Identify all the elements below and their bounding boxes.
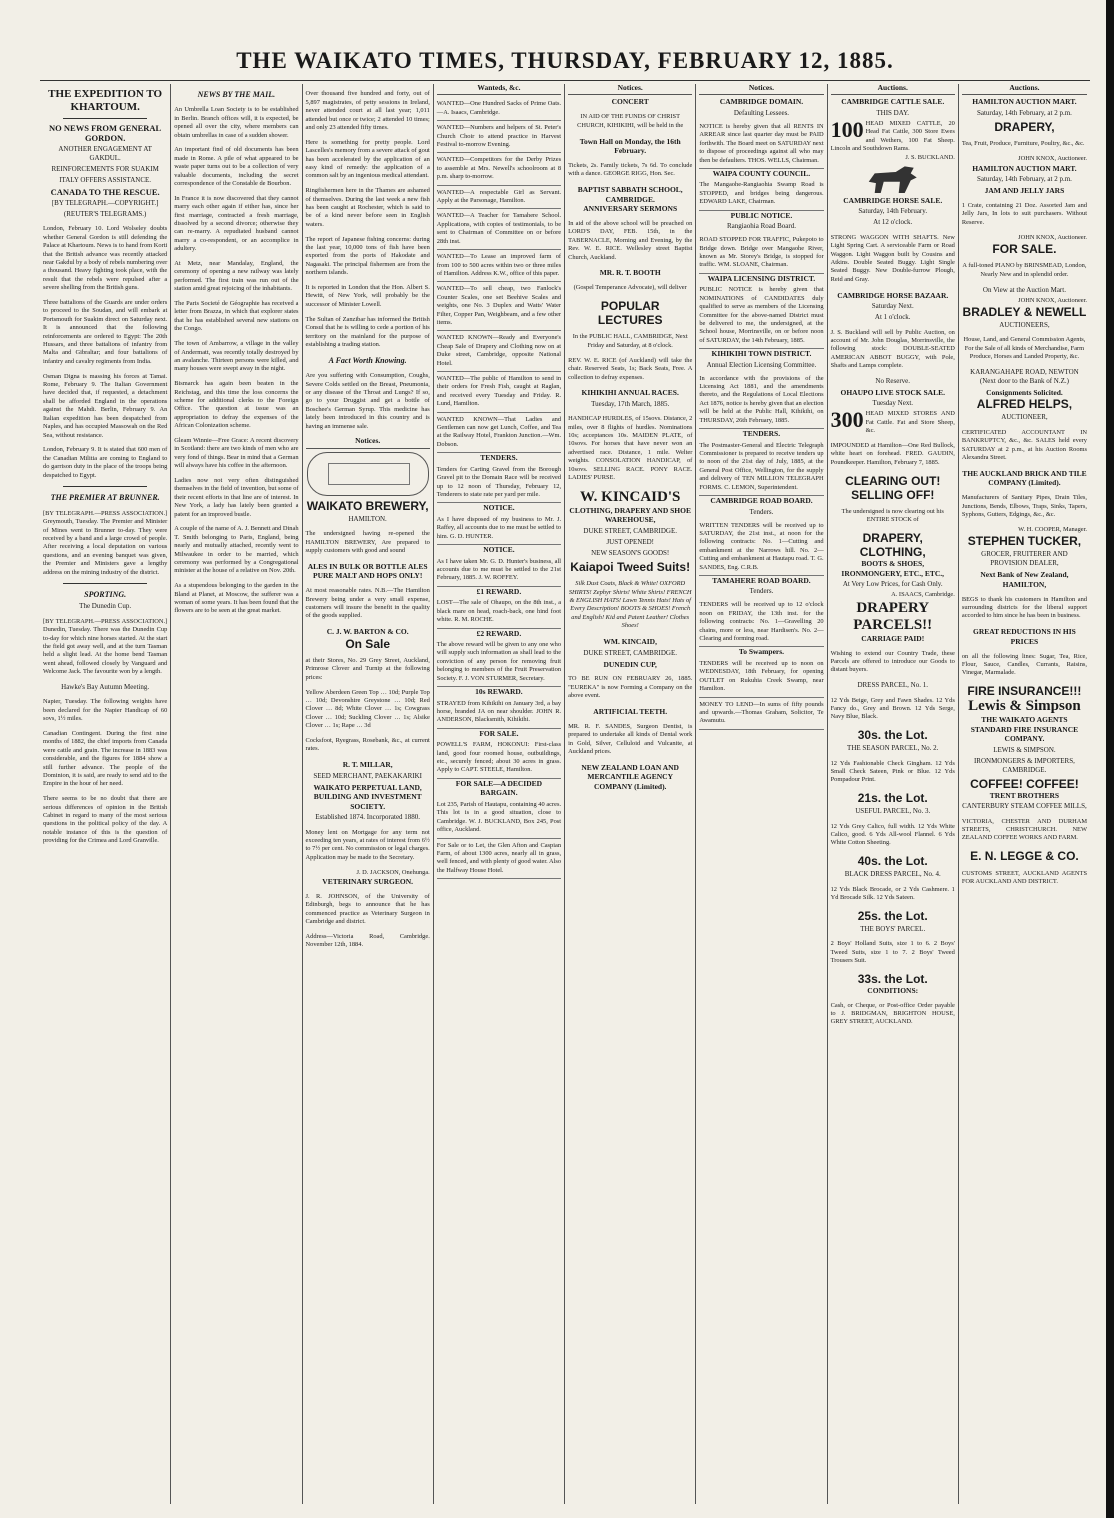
ad-text: The undersigned is now clearing out his ENTIRE STOCK of: [841, 508, 944, 524]
brick-title: THE AUCKLAND BRICK AND TILE COMPANY (Limited).: [962, 468, 1087, 488]
article-paragraph: Are you suffering with Consumption, Coughs, Severe Colds settled on the Breast, Pneumonia, or any disease of the Throat and Lungs? If so, go to your Druggist and get a bottle of Boschee's German Syrup. This medicine has lately been introduced in this country and is having an immense sale.: [305, 372, 430, 430]
ad-text: The undersigned having re-opened the HAMILTON BREWERY, Are prepared to supply customers with good and sound: [305, 530, 430, 554]
ad-text: Tea, Fruit, Produce, Furniture, Poultry, &c., &c.: [961, 140, 1085, 148]
column-6: [696, 84, 827, 1504]
barton-title: C. J. W. BARTON & CO.: [326, 627, 409, 637]
brewery-bottle-illustration: [307, 452, 429, 496]
ohaupo-date: Tuesday Next.: [872, 399, 914, 408]
article-paragraph: The Paris Societé de Géographie has received a letter from Brazza, in which that explorer states that he has established several new stations on the Congo.: [174, 300, 299, 333]
kincaid-items: Silk Dust Coats, Black & White! OXFORD SHIRTS! Zephyr Shirts! White Shirts! FRENCH & ENGLISH HATS! Lawn Tennis Hats! Hats of Every Description! BOOTS & SHOES! French and English! Kid and Patent Leather! Clothes Shoes!: [568, 580, 692, 630]
reward-title: 10s REWARD.: [475, 687, 523, 697]
reward-title: £2 REWARD.: [476, 628, 522, 638]
ad-signature: W. H. COOPER, Manager.: [1018, 525, 1087, 533]
reward-ad: STRAYED from Kihikihi on January 3rd, a bay horse, branded JA on near shoulder. JOHN R. ANDERSON, Blacksmith, Kihikihi.: [437, 697, 561, 729]
ad-text: IN AID OF THE FUNDS OF CHRIST CHURCH, KIHIKIHI, will be held in the: [577, 113, 684, 129]
kihikihi-sub: Annual Election Licensing Committee.: [706, 360, 817, 369]
pure-malt: PURE MALT AND HOPS ONLY!: [313, 571, 423, 581]
anniversary-title: ANNIVERSARY SERMONS: [583, 204, 678, 214]
notices-header: Notices.: [568, 84, 692, 95]
article-paragraph: A couple of the name of A. J. Bennett and Dinah T. Smith belonging to Paris, England, being nearly and mutually attached, recently went to Milwaukee in order to be married, which ceremony was performed by a Congregational minister at the house of a relative on Nov. 20th.: [174, 525, 299, 575]
waipa-title: WAIPA COUNTY COUNCIL.: [712, 168, 811, 178]
ad-signature: JOHN KNOX, Auctioneer.: [1018, 296, 1087, 304]
ad-text: Cash, or Cheque, or Post-office Order payable to J. BRIDGMAN, BRIGHTON HOUSE, GREY STREET, AUCKLAND.: [830, 1001, 955, 1026]
fire-insurance: FIRE INSURANCE!!!: [967, 684, 1082, 699]
divider: [63, 583, 147, 584]
tenders-sub: Tenders.: [749, 507, 774, 516]
parcel-title: DRESS PARCEL, No. 1.: [857, 681, 928, 690]
ad-text: MR. R. F. SANDES, Surgeon Dentist, is prepared to undertake all kinds of Dental work in Gold, Silver, Celluloid and Vulcanite, at Auckland prices.: [568, 722, 693, 756]
ad-text: J. R. JOHNSON, of the University of Edinburgh, begs to announce that he has commenced practice as Veterinary Surgeon in Cambridge and district.: [305, 892, 430, 926]
boots-shoes: BOOTS & SHOES,: [861, 559, 925, 569]
teeth-title: ARTIFICIAL TEETH.: [593, 707, 668, 717]
cup-title: DUNEDIN CUP,: [603, 659, 657, 669]
article-paragraph: Ladies now not very often distinguished themselves in the field of invention, but some of their recent efforts in that line are of interest. In New York, a lady has lately been granted a patent for an improved bustle.: [174, 476, 299, 518]
ad-text: at their Stores, No. 29 Grey Street, Auckland, Primrose Clover and Turnip at the following prices:: [305, 657, 430, 681]
article-paragraph: Napier, Tuesday. The following weights have been declared for the Napier Handicap of 60 sovs, 1½ miles.: [43, 698, 168, 723]
parcel-title: USEFUL PARCEL, No. 3.: [855, 807, 931, 816]
article-paragraph: Canadian Contingent. During the first nine months of 1882, the chief imports from Canada were cattle and grain. The increase in 1883 was considerable, and the figures for 1884 show a still further advance. The people of the Dominion, it is said, are ready to send aid to the Empire in the hour of her need.: [43, 729, 168, 788]
reward-ad: LOST—The sale of Ohaupo, on the 8th inst., a black mare on head, roach-back, one hind foot white. R. M. ROCHE.: [437, 596, 561, 628]
notices-header: Notices.: [699, 84, 823, 95]
ad-text: REV. W. E. RICE (of Auckland) will take the chair. Reserved Seats, 1s; Back Seats, Free. A collection to defray expenses.: [568, 356, 693, 381]
ad-text: Money lent on Mortgage for any term not exceeding ten years, at rates of interest from 6½ to 7½ per cent. No commission or legal charges. Application may be made to the Secretary.: [305, 828, 430, 861]
ad-text: In aid of the above school will be preached on LORD'S DAY, FEB. 15th, in the TABERNACLE, Morning and Evening, by the Rev. W. E. RICE. Wellesley street Baptist Church, Auckland.: [568, 219, 693, 261]
standard-insurance: STANDARD FIRE INSURANCE COMPANY.: [970, 724, 1079, 744]
parcel-price: 30s. the Lot.: [857, 728, 928, 743]
article-paragraph: The town of Ambarrow, a village in the valley of Andermatt, was recently totally destroyed by an avalanche. Thirteen persons were killed, and many houses were swept away in the night.: [174, 340, 299, 373]
parcel-title: BLACK DRESS PARCEL, No. 4.: [844, 870, 941, 879]
notices-header: Notices.: [306, 437, 430, 448]
baptist-title: BAPTIST SABBATH SCHOOL, CAMBRIDGE.: [577, 185, 683, 204]
mart-date: Saturday, 14th February, at 2 p.m.: [976, 108, 1072, 117]
notice-ad: The Mangaohe-Rangiaohia Swamp Road is STOPPED, and bridges being dangerous. EDWARD LAKE, Chairman.: [699, 178, 823, 210]
subhead: ITALY OFFERS ASSISTANCE.: [59, 176, 152, 184]
article-paragraph: Bismarck has again been beaten in the Reichstag, and this time the loss concerns the scheme for additional clerks to the Foreign Office. The question at issue was an appropriation to defray the expenses of the African Colonization scheme.: [174, 380, 299, 430]
lectures-title: POPULAR LECTURES: [597, 299, 663, 328]
notice-title: NOTICE.: [483, 545, 515, 555]
lewis-simpson: Lewis & Simpson: [968, 698, 1081, 715]
columns: [40, 84, 1090, 1504]
parcel-items: 12 Yds Grey Calico, full width. 12 Yds White Calico, good. 6 Yds All-wool Flannel. 6 Yds White Cotton Sheeting.: [830, 822, 955, 847]
column-2: [171, 84, 302, 1504]
brewery-place: HAMILTON.: [348, 514, 387, 523]
selling-off: SELLING OFF!: [851, 487, 935, 502]
kincaid-place: DUKE STREET, CAMBRIDGE.: [583, 648, 677, 657]
subhead: CANADA TO THE RESCUE.: [50, 187, 160, 197]
article-paragraph: The report of Japanese fishing concerns: during the last year, 10,000 tons of fish have been exported from the ports of Hakodate and Nagasaki. The principal fishermen are from the northern islands.: [305, 235, 430, 277]
money-ad: MONEY TO LEND—In sums of fifty pounds and upwards.—Thomas Graham, Solicitor, Te Awamutu.: [699, 698, 823, 730]
bazaar-time: At 1 o'clock.: [874, 313, 911, 322]
article-paragraph: Here is something for pretty people. Lord Lascelles's memory from a severe attack of gout has been accelerated by the application of an easy kind of remedy: the application of a common salt by an ingenious medical attendant.: [305, 138, 430, 180]
kihikihi-town-title: KIHIKIHI TOWN DISTRICT.: [711, 349, 812, 359]
parcel-items: 12 Yds Beige, Grey and Fawn Shades. 12 Yds Fancy do., Grey and Brown. 12 Yds Serge, Navy Blue, Black.: [830, 696, 955, 721]
headline-expedition: THE EXPEDITION TO KHARTOUM.: [48, 88, 163, 113]
trent-sub: CANTERBURY STEAM COFFEE MILLS,: [962, 802, 1087, 811]
ad-text: At most reasonable rates. N.B.—The Hamilton Brewery being under a very small expense, customers will insure the benefit in the quality of the goods supplied.: [305, 587, 430, 620]
tenders-ad: Tenders for Carting Gravel from the Borough Gravel pit to the Domain Race will be received up to 12 noon of Thursday, February 12, Tenderers to state rate per yard per mile.: [437, 463, 561, 504]
kincaid-address: DUKE STREET, CAMBRIDGE.: [583, 526, 677, 535]
drapery-title: DRAPERY,: [994, 119, 1055, 134]
ironmongers: IRONMONGERS & IMPORTERS, CAMBRIDGE.: [973, 756, 1075, 774]
millar-sub: SEED MERCHANT, PAEKAKARIKI: [313, 771, 423, 780]
cattle-sale-title: CAMBRIDGE CATTLE SALE.: [841, 97, 945, 107]
cattle-count: 100: [830, 116, 864, 142]
on-sale: On Sale: [345, 636, 390, 651]
ad-signature: JOHN KNOX, Auctioneer.: [1018, 155, 1087, 163]
article-paragraph: An important find of old documents has been made in Rome. A pile of what appeared to be waste paper turns out to be a collection of very valuable documents, including the secret correspondence of the Constable de Bourbon.: [174, 146, 299, 188]
notice-title: NOTICE.: [483, 503, 515, 513]
article-paragraph: Gleam Winnie—Free Grace: A recent discovery in Scotland: there are two kinds of men who are very fond of things. Bear in mind that a German will always have his coffee in the afternoon.: [174, 436, 299, 470]
clearing-out: CLEARING OUT!: [845, 473, 941, 488]
drapery-parcels: DRAPERY PARCELS!!: [853, 599, 933, 633]
for-sale-ad: Lot 235, Parish of Hautapu, containing 40 acres. This lot is in a good situation, close to Cambridge. W. J. BUCKLAND, Box 245, Post office, Auckland.: [437, 798, 561, 839]
bradley-title: BRADLEY & NEWELL: [962, 304, 1087, 319]
wanted-ad: WANTED—Competitors for the Derby Prizes to assemble at Mrs. Newell's schoolroom at 8 p.m. sharp to-morrow.: [437, 153, 561, 185]
auctions-header: Auctions.: [831, 84, 955, 95]
parcel-items: 12 Yds Fashionable Check Gingham. 12 Yds Small Check Sateen, Pink or Blue. 12 Yds Pompadour Print.: [830, 759, 955, 784]
conditions-title: CONDITIONS:: [867, 985, 919, 995]
notice-ad: PUBLIC NOTICE is hereby given that NOMINATIONS of CANDIDATES duly qualified to serve as members of the Licensing Committee for the above-named District must be delivered to me, the undersigned, at the School house, Morrinsville, on or before noon of SATURDAY, the 14th February, 1885.: [699, 283, 823, 349]
low-prices: At Very Low Prices, for Cash Only.: [842, 580, 943, 589]
swampers-title: To Swampers.: [738, 647, 785, 657]
helps-title: ALFRED HELPS,: [976, 397, 1073, 412]
domain-title: CAMBRIDGE DOMAIN.: [719, 97, 804, 107]
bradley-sub: AUCTIONEERS,: [999, 320, 1050, 329]
wanted-ad: WANTED—One Hundred Sacks of Prime Oats.—A. Isaacs, Cambridge.: [437, 97, 561, 121]
article-paragraph: Three battalions of the Guards are under orders to proceed to the Soudan, and will embark at Portsmouth for Suakim direct on Saturday next. It is announced that the following reinforcements are ordered to Egypt: The 20th Hussars, and three battalions of infantry from Malta and Gibraltar; and four battalions of infantry and cavalry regiments from India.: [43, 299, 168, 365]
ad-text: In the PUBLIC HALL, CAMBRIDGE, Next Friday and Saturday, at 8 o'clock.: [572, 333, 688, 349]
coffee-title: COFFEE! COFFEE!: [970, 776, 1079, 791]
karanga-address: KARANGAHAPE ROAD, NEWTON (Next door to the Bank of N.Z.): [970, 367, 1079, 385]
consignments: Consignments Solicited.: [986, 387, 1063, 397]
tucker-title: STEPHEN TUCKER,: [967, 534, 1082, 549]
parcel-items: 2 Boys' Holland Suits, size 1 to 6. 2 Boys' Tweed Suits, size 1 to 7. 2 Boys' Tweed Trousers Suit.: [830, 940, 955, 964]
bank-address: Next Bank of New Zealand, HAMILTON,: [980, 570, 1069, 589]
ad-text: HANDICAP HURDLES, of 15sovs. Distance, 2 miles, over 8 flights of hurdles. Nominations 10s; acceptances 10s. MAIDEN PLATE, of 10sovs. For horses that have never won an advertised race. Distance, 1 mile. Welter weights. CONSOLATION HANDICAP, of 10sovs. SELLING RACE. PONY RACE. LADIES' PURSE.: [568, 415, 693, 482]
notice-ad: As I have taken Mr. G. D. Hunter's business, all accounts due to me must be settled to the 21st February, 1885. J. W. ROFFEY.: [437, 555, 561, 587]
article-paragraph: An Umbrella Loan Society is to be established in Berlin. Branch offices will, it is expected, be opened all over the city, where members can obtain umbrellas in case of a sudden shower.: [174, 106, 299, 139]
ad-text: Manufacturers of Sanitary Pipes, Drain Tiles, Junctions, Bends, Elbows, Traps, Sinks, Tapers, Syphons, Gutters, Edgings, &c., &c.: [961, 494, 1087, 519]
carriage-paid: CARRIAGE PAID!: [861, 633, 925, 643]
wanted-ad: WANTED—To sell cheap, two Fanlock's Counter Scales, one set Beehive Scales and weights, one No. 3 Duplex and Watts' Water Filter, Copper Pan, Weighbeam, and a few other items.: [437, 282, 561, 331]
subhead: NO NEWS FROM GENERAL GORDON.: [49, 123, 162, 143]
piano-view: On View at the Auction Mart.: [982, 285, 1066, 294]
mart-title: HAMILTON AUCTION MART.: [972, 97, 1077, 107]
ad-signature: A. ISAACS, Cambridge.: [891, 591, 955, 599]
parcel-items: 12 Yds Black Brocade, or 2 Yds Cashmere. 1 Yd Brocade Silk. 12 Yds Sateen.: [830, 885, 955, 901]
wanted-ad: WANTED—The public of Hamilton to send in their orders for Fresh Fish, caught at Raglan, and received every Tuesday and Friday. R. Lund, Hamilton.: [437, 372, 561, 413]
ales-line: ALES IN BULK OR BOTTLE ALES: [307, 561, 428, 571]
masthead: THE WAIKATO TIMES, THURSDAY, FEBRUARY 12, 1885.: [236, 48, 894, 73]
tenders-title: TENDERS.: [480, 453, 518, 463]
subhead: ANOTHER ENGAGEMENT AT GAKDUL.: [58, 145, 152, 162]
ad-text: VICTORIA, CHESTER AND DURHAM STREETS, CHRISTCHURCH. NEW ZEALAND COFFEE WORKS AND FARM.: [961, 817, 1087, 842]
tamahere-sub: Tenders.: [749, 587, 774, 596]
just-opened: JUST OPENED!: [606, 537, 654, 546]
cattle-day: THIS DAY.: [876, 108, 910, 117]
page-edge-shadow: [1106, 0, 1114, 1518]
ad-signature: J. S. BUCKLAND.: [905, 153, 955, 161]
column-5: [565, 84, 696, 1504]
grocer: GROCER, FRUITERER AND PROVISION DEALER,: [981, 550, 1068, 568]
public-notice-sub: Rangiaohia Road Board.: [726, 222, 796, 231]
concert-place: Town Hall on Monday, the 16th February.: [579, 136, 681, 155]
millar-title: R. T. MILLAR,: [342, 760, 393, 770]
column-7: [828, 84, 959, 1504]
for-sale-title: FOR SALE.: [992, 241, 1057, 256]
ad-text: HEAD MIXED STORES AND Fat Cattle. Fat and Store Sheep, &c.: [865, 410, 955, 435]
ad-text: (Gospel Temperance Advocate), will deliver: [573, 284, 687, 292]
ad-text: Cocksfoot, Ryegrass, Rosebank, &c., at current rates.: [305, 737, 430, 753]
society-established: Established 1874. Incorporated 1880.: [315, 813, 421, 822]
column-3: [303, 84, 434, 1504]
for-sale-title: FOR SALE.: [479, 728, 519, 738]
mart-title: HAMILTON AUCTION MART.: [972, 163, 1077, 173]
kaiapoi-title: Kaiapoi Tweed Suits!: [570, 559, 691, 574]
wanted-ad: WANTED KNOWN—Ready and Everyone's Cheap Sale of Drapery and Clothing now on at Duke street, Cambridge, opposite National Hotel.: [437, 331, 561, 372]
parcel-title: THE SEASON PARCEL, No. 2.: [847, 744, 939, 753]
trent-title: TRENT BROTHERS: [989, 790, 1060, 800]
kincaid-title: W. KINCAID'S: [580, 488, 681, 505]
ohaupo-count: 300: [830, 407, 864, 433]
races-date: Tuesday, 17th March, 1885.: [591, 399, 670, 408]
article-paragraph: [BY TELEGRAPH.—PRESS ASSOCIATION.] Greymouth, Tuesday. The Premier and Minister of Mines went to Brunner to-day. They were received by a band and a large crowd of people. After receiving a local deputation on various questions, and an evening banquet was given, the Premier and Ministers gave a lengthy address on the mining industry of the district.: [43, 509, 168, 576]
column-1: [40, 84, 171, 1504]
no-reserve: No Reserve.: [875, 376, 911, 385]
notice-ad: As I have disposed of my business to Mr. J. Raffey, all accounts due to me must be settled to him. G. D. HUNTER.: [437, 513, 561, 545]
ad-text: Address—Victoria Road, Cambridge. November 12th, 1884.: [305, 932, 430, 949]
nz-loan-title: NEW ZEALAND LOAN AND MERCANTILE AGENCY COMPANY (Limited).: [581, 762, 679, 791]
domain-sub: Defaulting Lessees.: [733, 108, 790, 117]
ad-text: Tickets, 2s. Family tickets, 7s 6d. To conclude with a dance. GEORGE RIGG, Hon. Sec.: [568, 161, 693, 178]
ohaupo-title: OHAUPO LIVE STOCK SALE.: [840, 387, 945, 397]
booth-title: MR. R. T. BOOTH: [599, 268, 661, 278]
legge-title: E. N. LEGGE & CO.: [970, 849, 1079, 864]
reward-ad: The above reward will be given to any one who will supply such information as shall lead to the conviction of any person for removing fruit belonging to members of the Fruit Preservation Society. F. J. VON STURMER, Secretary.: [437, 638, 561, 687]
bazaar-title: CAMBRIDGE HORSE BAZAAR.: [837, 290, 949, 300]
helps-sub: AUCTIONEER,: [1001, 413, 1048, 422]
section-title: NEWS BY THE MAIL.: [197, 90, 276, 99]
auctions-header: Auctions.: [962, 84, 1087, 95]
section-title: THE PREMIER AT BRUNNER.: [50, 493, 160, 503]
ad-text: CUSTOMS STREET, AUCKLAND AGENTS FOR AUCKLAND AND DISTRICT.: [961, 869, 1087, 886]
vet-title: VETERINARY SURGEON.: [322, 877, 414, 887]
public-notice-title: PUBLIC NOTICE.: [730, 210, 793, 220]
ad-text: STRONG WAGGON WITH SHAFTS. New Light Spring Cart. A serviceable Farm or Road Waggon. Light Waggon built by Cousins and Atkins. Double Seated Buggy. Light Single Seated Buggy. New Double-furrow Plough, Reid and Gray.: [830, 233, 955, 283]
subhead: REINFORCEMENTS FOR SUAKIM: [51, 165, 159, 173]
lewis-signature: LEWIS & SIMPSON.: [993, 745, 1056, 754]
horse-sale-title: CAMBRIDGE HORSE SALE.: [843, 195, 943, 205]
for-sale-ad: For Sale or to Let, the Glen Afton and Caspian Farm, of about 1300 acres, nearly all in grass, well fenced, and with plenty of good water. Also the Halfway House Hotel.: [437, 839, 561, 880]
races-title: KIHIKIHI ANNUAL RACES.: [581, 388, 679, 398]
notice-ad: ROAD STOPPED FOR TRAFFIC, Pukepoto to Bridge down. Bridge over Mangaohe River, known as Mr. Storey's Bridge, is stopped for traffic. WM. SLOANE, Chairman.: [699, 233, 823, 274]
parcel-price: 33s. the Lot.: [857, 971, 928, 986]
wanted-ad: WANTED—Numbers and helpers of St. Peter's Church Choir to attend practice in Harvest Festival to-morrow Evening.: [437, 121, 561, 153]
tenders-ad: TENDERS will be received up to 12 o'clock noon on FRIDAY, the 13th inst. for the following contracts: No. 1—Gravelling 20 chains, more or less, near Hardisen's. No. 2—Clearing and forming road.: [699, 598, 823, 647]
society-title: WAIKATO PERPETUAL LAND, BUILDING AND INVESTMENT SOCIETY.: [313, 782, 422, 811]
parcel-price: 25s. the Lot.: [857, 908, 928, 923]
piano-text: A full-toned PIANO by BRINSMEAD, London, Nearly New and in splendid order.: [962, 262, 1087, 278]
article-paragraph: Ringfishermen here in the Thames are ashamed of themselves. During the last week a new fish has been caught at Rochester, which is said to be of a kind never before seen in English waters.: [305, 187, 430, 228]
tamahere-title: TAMAHERE ROAD BOARD.: [712, 575, 811, 585]
notice-ad: In accordance with the provisions of the Licensing Act 1881, and the amendments thereto, and the Regulations of Local Elections Act 1876, notice is hereby given that an election will be held at the Public Hall, Kihikihi, on THURSDAY, 26th February, 1885.: [699, 372, 823, 429]
divider: [63, 118, 147, 119]
for-sale-title: FOR SALE—A DECIDED BARGAIN.: [455, 778, 543, 798]
kincaid-sub: CLOTHING, DRAPERY AND SHOE WAREHOUSE,: [569, 505, 691, 525]
divider: [63, 486, 147, 487]
article-paragraph: London, February 9. It is stated that 600 men of the Canadian Militia are coming to England to do garrison duty in the place of the troops being despatched to Egypt.: [43, 446, 168, 479]
ad-text: CERTIFICATED ACCOUNTANT IN BANKRUPTCY, &c., &c. SALES held every SATURDAY at 2 p.m., at his Auction Rooms Alexandra Street.: [961, 428, 1087, 462]
ad-text: BEGS to thank his customers in Hamilton and surrounding districts for the liberal support accorded to him since he has been in business.: [961, 595, 1087, 620]
reward-title: £1 REWARD.: [476, 586, 522, 596]
article-paragraph: It is reported in London that the Hon. Albert S. Hewitt, of New York, will probably be the successor of Minister Lowell.: [305, 284, 430, 308]
for-sale-ad: POWELL'S FARM, HOKONUI: First-class land, good four roomed house, outbuildings, etc., securely fenced; about 30 acres in grass. Apply to CAPT. STEELE, Hamilton.: [437, 738, 561, 779]
ad-text: J. S. Buckland will sell by Public Auction, on account of Mr. John Douglas, Morrinsville, the following stock: DOUBLE-SEATED AMERICAN ABBOT BUGGY, with Pole, Shafts and Lamps complete.: [830, 328, 955, 370]
ironmongery: IRONMONGERY, ETC., ETC.,: [841, 568, 945, 578]
article-paragraph: The Sultan of Zanzibar has informed the British Consul that he is willing to cede a portion of his territory on the mainland for the purpose of establishing a trading station.: [305, 315, 430, 348]
wanted-ad: WANTED—A Teacher for Tamahere School. Applications, with copies of testimonials, to be sent to Chairman of Committee on or before 28th inst.: [437, 209, 561, 250]
section-subtitle: The Dunedin Cup.: [79, 602, 132, 611]
subhead: (REUTER'S TELEGRAMS.): [63, 210, 147, 218]
ad-text: Wishing to extend our Country Trade, these Parcels are offered to introduce our Goods to distant buyers.: [830, 649, 955, 674]
ad-text: TO BE RUN ON FEBRUARY 26, 1885. "EUREKA" is now Forming a Company on the above event.: [568, 675, 693, 700]
horse-illustration: [863, 165, 923, 193]
tenders-ad: WRITTEN TENDERS will be received up to SATURDAY, the 21st inst., at noon for the following contracts: No. 1—Cutting and embankment at the Narrows hill. No. 2—Cutting and embankment at Hautapu road. T. G. SANDES, Eng. C.R.B.: [699, 519, 823, 576]
ad-text: House, Land, and General Commission Agents, For the Sale of all kinds of Merchandise, Farm Produce, Horses and Landed Property, &c.: [963, 336, 1086, 361]
tenders-ad: TENDERS will be received up to noon on WEDNESDAY, 18th February, for opening OUTLET on Rukuhia Creek Swamp, near Hamilton.: [699, 657, 823, 698]
horse-sale-time: At 12 o'clock.: [873, 218, 913, 227]
parcel-price: 21s. the Lot.: [857, 791, 928, 806]
article-paragraph: Osman Digna is massing his forces at Tamai. Rome, February 9. The Italian Government have decided that, if requested, a detachment shall be afforded England in the operations against the Mahdi. Berlin, February 9. An Italian expedition has been despatched from Naples, and has occupied Massowah on the Red Sea, without resistance.: [43, 372, 168, 439]
bazaar-date: Saturday Next.: [871, 302, 914, 311]
ad-text: 1 Crate, containing 21 Doz. Assorted Jam and Jelly Jars, In lots to suit purchasers. Without Reserve.: [961, 201, 1087, 226]
mart-date: Saturday, 14th February, at 2 p.m.: [976, 175, 1072, 183]
brewery-title: WAIKATO BREWERY,: [306, 498, 429, 513]
article-paragraph: In France it is now discovered that they cannot marry each other again if either has, since her first marriage, contracted a fresh marriage, dissolved by a second divorce; otherwise they can re-marry. A repudiated husband cannot marry a co-respondent, or an accomplice in adultery.: [174, 194, 299, 253]
ad-text: HEAD MIXED CATTLE, 20 Head Fat Cattle, 300 Store Ewes and Wethers, 100 Fat Sheep. Lincoln and Southdown Rams.: [830, 119, 955, 153]
goods-list: on all the following lines: Sugar, Tea, Rice, Flour, Sauce, Candles, Currants, Raisins, Vinegar, Marmalade.: [961, 652, 1087, 677]
column-8: [959, 84, 1090, 1504]
article-paragraph: As a stupendous belonging to the garden in the Bland at Planet, at Moscow, the sufferer was a woman of some years. It has been found that the flowers are to be seen at the great market.: [174, 582, 299, 615]
wanteds-header: Wanteds, &c.: [437, 84, 561, 95]
tenders-title: TENDERS.: [742, 429, 781, 439]
article-paragraph: At Metz, near Mandalay, England, the ceremony of opening a new railway was lately performed. The first train was run out of the station amid great rejoicing of the inhabitants.: [174, 260, 299, 293]
agents: THE WAIKATO AGENTS: [981, 715, 1068, 725]
cambridge-road-title: CAMBRIDGE ROAD BOARD.: [710, 496, 813, 505]
article-paragraph: London, February 10. Lord Wolseley doubts whether General Gordon is still defending the Palace at Khartoum. News is to hand from Korti that the British advance was recently attacked near Gakdul by a body of rebels numbering over a thousand. Heavy fighting took place, with the result that the rebels were repulsed after a severe shelling from the British guns.: [43, 225, 168, 292]
new-season: NEW SEASON'S GOODS!: [591, 548, 670, 557]
column-4: [434, 84, 565, 1504]
wanted-ad: WANTED—To Lease an improved farm of from 100 to 500 acres within two or three miles of Hamilton. Address K.W., office of this paper.: [437, 250, 561, 282]
wanted-ad: WANTED KNOWN—That Ladies and Gentlemen can now get Lunch, Coffee, and Tea at the Railway Hotel, Frankton Junction.—Wm. Dobson.: [437, 413, 561, 454]
ad-text: IMPOUNDED at Hamilton—One Red Bullock, white heart on forehead. FRED. GAUDIN, Poundkeeper. Hamilton, February 7, 1885.: [830, 442, 955, 466]
drapery-clothing: DRAPERY, CLOTHING,: [859, 531, 926, 560]
jam-title: JAM AND JELLY JARS: [984, 186, 1065, 195]
kincaid-name: WM. KINCAID,: [603, 637, 657, 647]
seed-list: Yellow Aberdeen Green Top … 10d; Purple Top … 10d; Devonshire Greystone … 10d; Red Clover … 8d; White Clover … 1s; Cowgrass Clover … 10d; Suckling Clover … 1s; Alsike Clover … 1s; Rape … 3d: [305, 688, 430, 730]
ad-signature: JOHN KNOX, Auctioneer.: [1018, 233, 1087, 241]
parcel-price: 40s. the Lot.: [857, 854, 928, 869]
horse-sale-date: Saturday, 14th February.: [858, 207, 928, 216]
article-paragraph: [BY TELEGRAPH.—PRESS ASSOCIATION.] Dunedin, Tuesday. There was the Dunedin Cup to-day for which nine horses started. At the start the field got away well, and at the turn Tasman held a slight lead. At the home bend Tasman went ahead, followed closely by Vanguard and Welcome Jack. The favourite won by a length.: [43, 617, 168, 676]
ad-signature: J. D. JACKSON, Onehunga.: [356, 868, 430, 876]
licensing-title: WAIPA LICENSING DISTRICT.: [707, 273, 816, 283]
article-paragraph: Over thousand five hundred and forty, out of 5,897 magistrates, of petty sessions in Ireland, never attended court at all last year; 1,011 attended but once or twice; 2 attended 10 times; and only 23 attended fifty times.: [305, 90, 430, 132]
section-title: SPORTING.: [84, 590, 127, 600]
subhead: [BY TELEGRAPH.—COPYRIGHT.]: [51, 199, 159, 207]
article-paragraph: There seems to be no doubt that there are serious differences of opinion in the British Cabinet in regard to many of the most serious questions in the political policy of the day. A notable instance of this is the question of providing for the Crimea and Lord Granville.: [43, 795, 168, 845]
section-subtitle: Hawke's Bay Autumn Meeting.: [61, 682, 150, 691]
tenders-ad: The Postmaster-General and Electric Telegraph Commissioner is prepared to receive tenders up to noon of the 21st day of July, 1885, at the General Post Office, Wellington, for the supply and delivery of TEN MILLION TELEGRAPH FORMS. C. LEMON, Superintendent.: [699, 439, 823, 496]
section-title: A Fact Worth Knowing.: [328, 355, 407, 365]
wanted-ad: WANTED—A respectable Girl as Servant. Apply at the Parsonage, Hamilton.: [437, 186, 561, 210]
concert-title: CONCERT: [611, 97, 649, 107]
notice-ad: NOTICE is hereby given that all RENTS IN ARREAR since last quarter day must be PAID forthwith. The Board meet on SATURDAY next to dispose of proceedings against all who may then be defaulters. THOS. WELLS, Chairman.: [699, 120, 823, 169]
reductions: GREAT REDUCTIONS IN HIS PRICES: [972, 627, 1076, 646]
parcel-title: THE BOYS' PARCEL.: [860, 924, 926, 933]
masthead-rule: [40, 80, 1090, 81]
